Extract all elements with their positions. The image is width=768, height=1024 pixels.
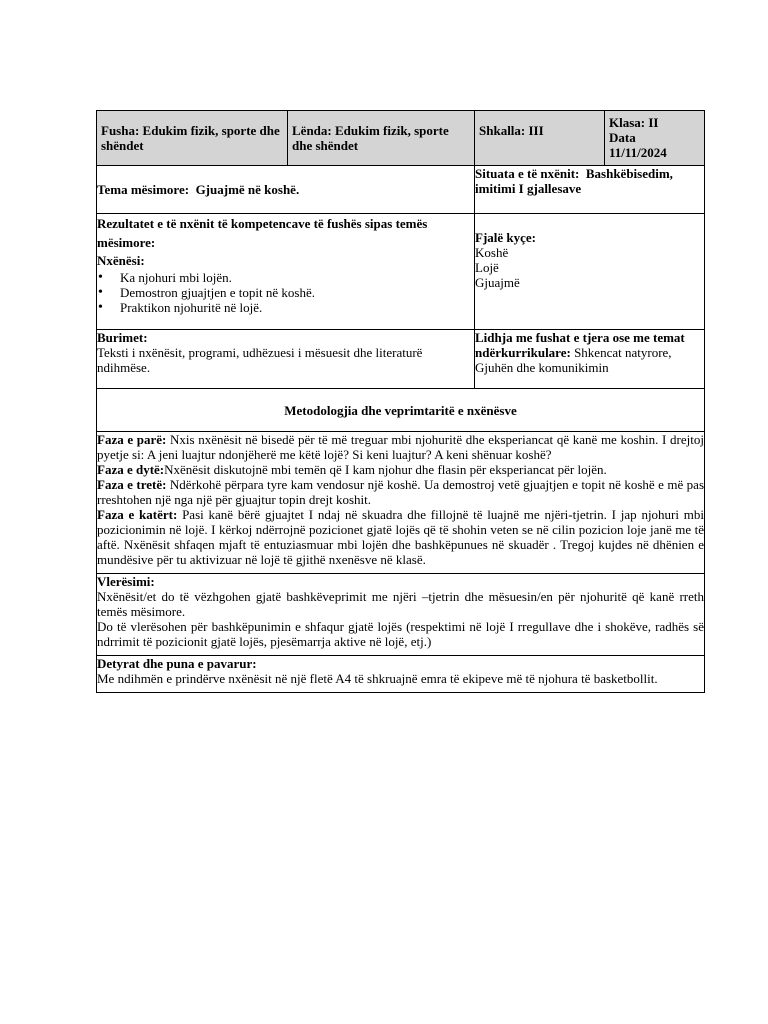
vleresimi-p2: Do të vlerësohen për bashkëpunimin e shfaqur gjatë lojës (respektimi në lojë I rregullave dhe i shokëve, radhës së ndrrimit të pozicionit gjatë lojës, pjesëmarrja aktive në lojë, etj.) bbox=[97, 619, 704, 649]
situata-label: Situata e të nxënit: bbox=[475, 166, 580, 181]
rezultatet-row bbox=[97, 214, 705, 330]
faza-4 bbox=[97, 507, 704, 567]
vleresimi-cell bbox=[97, 574, 705, 656]
burimet-label: Burimet: bbox=[97, 330, 148, 345]
fjale-kyce-cell bbox=[475, 214, 705, 330]
detyrat-label: Detyrat dhe puna e pavarur: bbox=[97, 656, 257, 671]
data-label: Data bbox=[609, 130, 636, 145]
situata-cell bbox=[475, 166, 705, 214]
tema-label: Tema mësimore: bbox=[97, 182, 190, 197]
fusha-cell: Fusha: Edukim fizik, sporte dhe shëndet bbox=[97, 111, 288, 166]
faza-3-text: Ndërkohë përpara tyre kam vendosur një koshë. Ua demostroj vetë gjuajtjen e topit në koshë e më pas rreshtohen një nga një për gjuajtur topin drejt koshit. bbox=[97, 477, 704, 507]
faza-3 bbox=[97, 477, 704, 507]
rezultatet-subtitle: Nxënësi: bbox=[97, 253, 145, 268]
klasa-data-cell bbox=[605, 111, 705, 166]
klasa-label: Klasa: II bbox=[609, 115, 659, 130]
faza-2 bbox=[97, 462, 704, 477]
list-item: • Ka njohuri mbi lojën. bbox=[97, 270, 474, 285]
faza-2-label: Faza e dytë: bbox=[97, 462, 165, 477]
burimet-row bbox=[97, 330, 705, 389]
lesson-plan-page bbox=[96, 110, 704, 693]
keyword-item: Koshë bbox=[475, 245, 509, 260]
tema-value: Gjuajmë në koshë. bbox=[195, 182, 300, 197]
keyword-item: Gjuajmë bbox=[475, 275, 520, 290]
list-item: • Demostron gjuajtjen e topit në koshë. bbox=[97, 285, 474, 300]
faza-1-label: Faza e parë: bbox=[97, 432, 167, 447]
lidhja-cell bbox=[475, 330, 705, 389]
keyword-item: Lojë bbox=[475, 260, 499, 275]
header-row bbox=[97, 111, 705, 166]
rezultatet-title: Rezultatet e të nxënit të kompetencave të fushës sipas temës mësimore: bbox=[97, 216, 428, 250]
metodologjia-title: Metodologjia dhe veprimtaritë e nxënësve bbox=[97, 389, 705, 432]
fazat-row bbox=[97, 432, 705, 574]
faza-4-label: Faza e katërt: bbox=[97, 507, 178, 522]
lenda-cell: Lënda: Edukim fizik, sporte dhe shëndet bbox=[288, 111, 475, 166]
lidhja-label: Lidhja me fushat e tjera ose me temat ndërkurrikulare: bbox=[475, 330, 685, 360]
faza-2-text: Nxënësit diskutojnë mbi temën që I kam njohur dhe flasin për eksperiancat për lojën. bbox=[164, 462, 607, 477]
burimet-text: Teksti i nxënësit, programi, udhëzuesi i mësuesit dhe literaturë ndihmëse. bbox=[97, 345, 423, 375]
faza-1 bbox=[97, 432, 704, 462]
faza-4-text: Pasi kanë bërë gjuajtet I ndaj në skuadra dhe fillojnë të luajnë me njëri-tjetrin. I jap njohuri mbi pozicionimin në lojë. I kërkoj ndërrojnë pozicionet gjatë lojës që të shohin veten se në cilin pozicion loje janë me të aftë. Nxënësit shfaqen mjaft të entuziasmuar mbi lojën dhe bashkëpunues në skuadër . Tregoj kujdes në dhënien e mundësive për tu aktivizuar në lojë të gjithë nxenësve në klasë. bbox=[97, 507, 704, 567]
vleresimi-p1: Nxënësit/et do të vëzhgohen gjatë bashkëveprimit me njëri –tjetrin dhe mësuesin/en për njohuritë që kanë rreth temës mësimore. bbox=[97, 589, 704, 619]
vleresimi-label: Vlerësimi: bbox=[97, 574, 155, 589]
data-value: 11/11/2024 bbox=[609, 145, 667, 160]
burimet-cell bbox=[97, 330, 475, 389]
tema-cell bbox=[97, 166, 475, 214]
faza-3-label: Faza e tretë: bbox=[97, 477, 167, 492]
rezultatet-cell bbox=[97, 214, 475, 330]
fazat-cell bbox=[97, 432, 705, 574]
list-item: • Praktikon njohuritë në lojë. bbox=[97, 300, 474, 315]
detyrat-cell bbox=[97, 656, 705, 693]
detyrat-text: Me ndihmën e prindërve nxënësit në një fletë A4 të shkruajnë emra të ekipeve më të njohura të basketbollit. bbox=[97, 671, 658, 686]
vleresimi-row bbox=[97, 574, 705, 656]
detyrat-row bbox=[97, 656, 705, 693]
shkalla-cell: Shkalla: III bbox=[475, 111, 605, 166]
metodologjia-row bbox=[97, 389, 705, 432]
situata-value: Bashkëbisedim, imitimi I gjallesave bbox=[475, 166, 673, 196]
tema-row bbox=[97, 166, 705, 214]
faza-1-text: Nxis nxënësit në bisedë për të më treguar mbi njohuritë dhe eksperiancat që kanë me koshin. I drejtoj pyetje si: A jeni luajtur ndonjëherë me këtë lojë? Si keni luajtur? A keni shënuar koshë? bbox=[97, 432, 704, 462]
rezultatet-list bbox=[97, 270, 474, 315]
lesson-plan-table bbox=[96, 110, 705, 693]
lidhja-text: Shkencat natyrore, Gjuhën dhe komunikimin bbox=[475, 345, 672, 375]
fjale-kyce-label: Fjalë kyçe: bbox=[475, 230, 537, 245]
